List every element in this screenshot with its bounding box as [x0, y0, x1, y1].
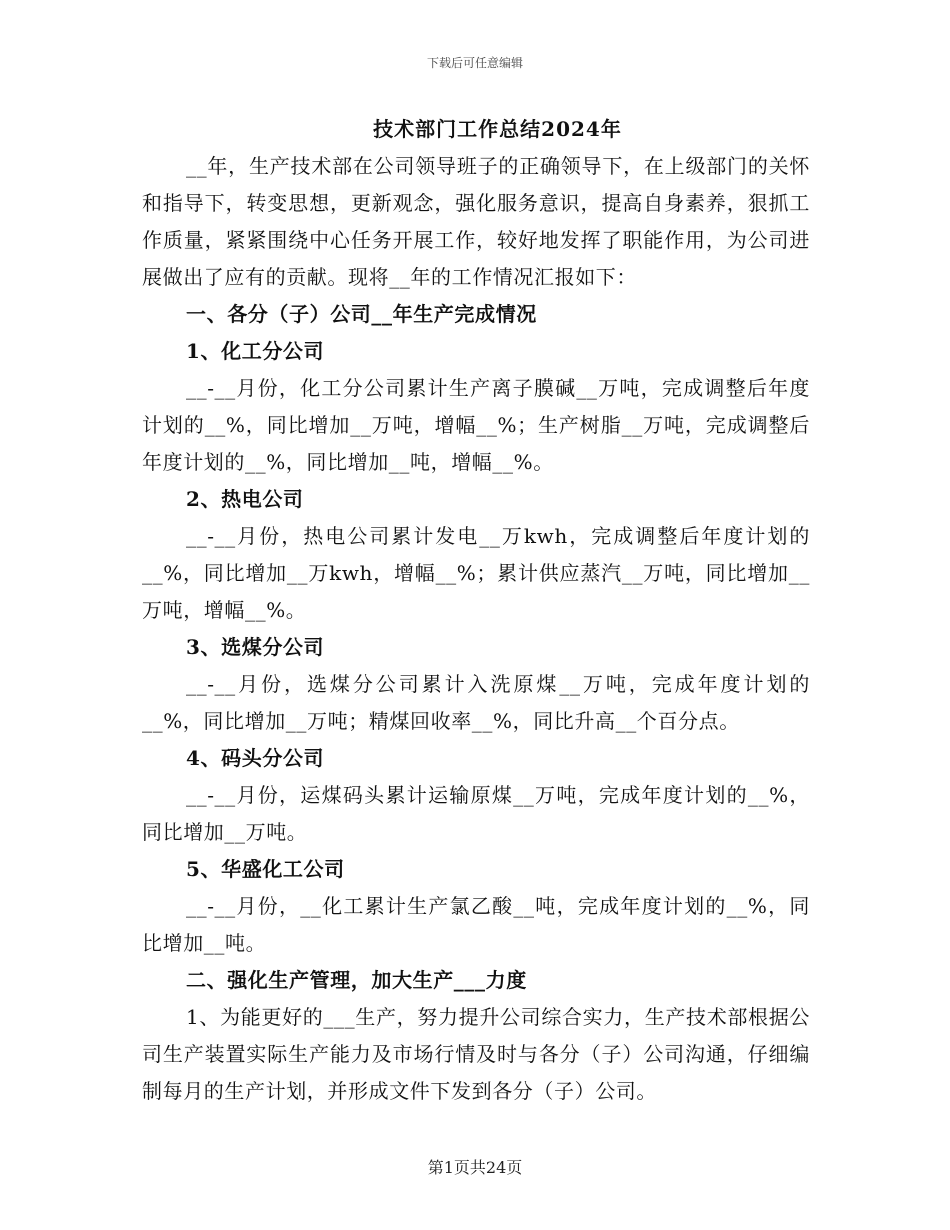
document-body [142, 148, 810, 1110]
subsection-heading: 1、化工分公司 [186, 339, 325, 363]
section-heading: 一、各分（子）公司__年生产完成情况 [186, 302, 537, 326]
subsection-heading: 2、热电公司 [186, 487, 304, 511]
body-paragraph: __-__月份，化工分公司累计生产离子膜碱__万吨，完成调整后年度计划的__%，同比增加__万吨，增幅__%；生产树脂__万吨，完成调整后年度计划的__%，同比增加__吨，增幅__%。 [142, 376, 810, 474]
intro-paragraph: __年，生产技术部在公司领导班子的正确领导下，在上级部门的关怀和指导下，转变思想，更新观念，强化服务意识，提高自身素养，狠抓工作质量，紧紧围绕中心任务开展工作，较好地发挥了职能作用，为公司进展做出了应有的贡献。现将__年的工作情况汇报如下： [142, 154, 810, 289]
section-heading: 二、强化生产管理，加大生产___力度 [186, 968, 527, 992]
subsection-heading: 5、华盛化工公司 [186, 857, 345, 881]
subsection-heading: 3、选煤分公司 [186, 635, 325, 659]
document-title: 技术部门工作总结2024年 [373, 117, 622, 141]
body-paragraph: __-__月份，热电公司累计发电__万kwh，完成调整后年度计划的__%，同比增加__万kwh，增幅__%；累计供应蒸汽__万吨，同比增加__万吨，增幅__%。 [142, 524, 810, 622]
body-paragraph: 1、为能更好的___生产，努力提升公司综合实力，生产技术部根据公司生产装置实际生产能力及市场行情及时与各分（子）公司沟通，仔细编制每月的生产计划，并形成文件下发到各分（子）公司。 [142, 1005, 810, 1103]
header-note: 下载后可任意编辑 [426, 56, 523, 70]
subsection-heading: 4、码头分公司 [186, 746, 325, 770]
body-paragraph: __-__月份，运煤码头累计运输原煤__万吨，完成年度计划的__%，同比增加__万吨。 [142, 783, 810, 844]
body-paragraph: __-__月份，选煤分公司累计入洗原煤__万吨，完成年度计划的__%，同比增加__万吨；精煤回收率__%，同比升高__个百分点。 [142, 672, 810, 733]
body-paragraph: __-__月份，__化工累计生产氯乙酸__吨，完成年度计划的__%，同比增加__吨。 [142, 894, 810, 955]
page-number: 第1页共24页 [427, 1158, 523, 1177]
